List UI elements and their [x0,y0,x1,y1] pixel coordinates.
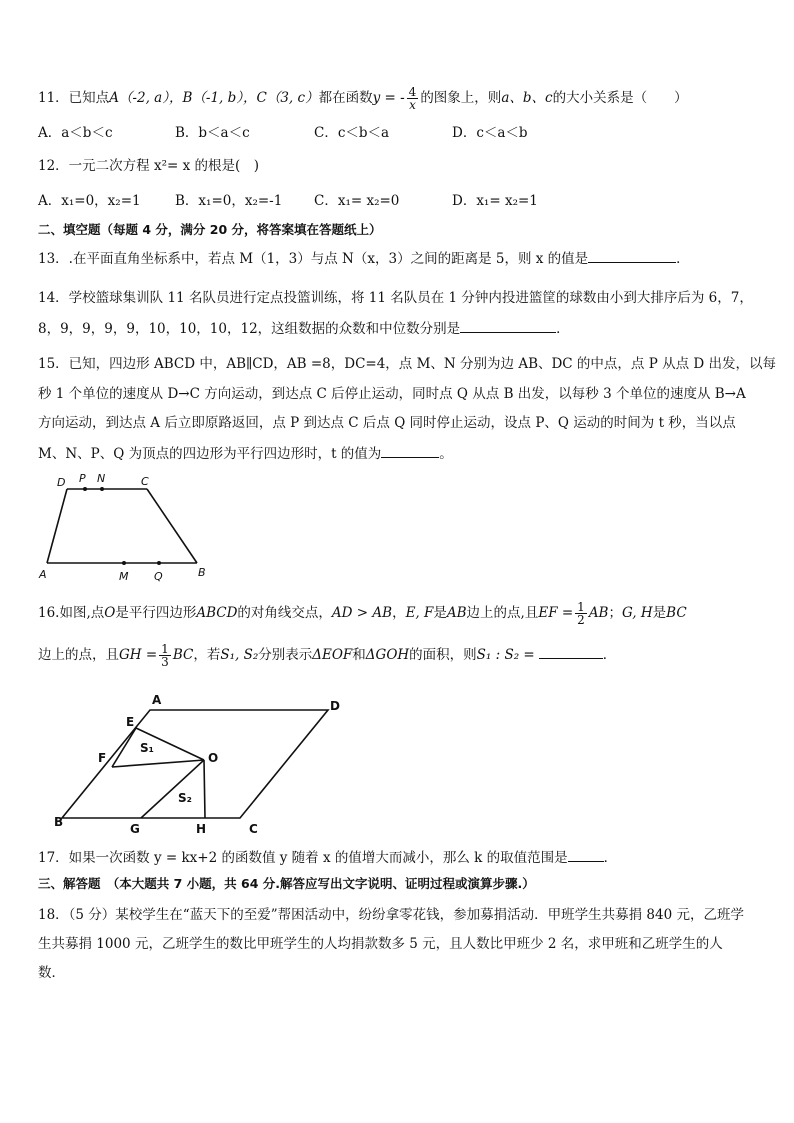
label-c: C [141,475,149,488]
q11-stem: 11．已知点A（-2, a），B（-1, b），C（3, c）都在函数y = - $\frac{4}{x}$ 的图象上，则a、b、c的大小关系是（ ） [38,85,688,112]
q16-third-fraction: $\frac{1}{3}$ [161,642,169,669]
label-q: Q [154,570,163,583]
q14-answer-blank[interactable] [460,318,556,333]
q13-stem: 13．.在平面直角坐标系中，若点 M（1，3）与点 N（x，3）之间的距离是 5，则 x 的值是 ． [38,248,690,269]
label-g: G [130,822,140,836]
section-solve-heading: 三、解答题 （本大题共 7 小题，共 64 分.解答应写出文字说明、证明过程或演算步骤.） [38,876,535,891]
q17-stem: 17．如果一次函数 y = kx+2 的函数值 y 随着 x 的值增大而减小，那么 k 的取值范围是 ． [38,847,617,868]
label-o: O [208,751,219,765]
q12-option-d: D．x₁= x₂=1 [452,193,538,209]
label-s2: S₂ [178,791,192,805]
label-s1: S₁ [140,741,154,755]
label-a: A [152,693,162,707]
label-f: F [98,751,107,765]
label-e: E [126,715,135,729]
label-b: B [54,815,64,829]
q12-stem: 12．一元二次方程 x²= x 的根是( ) [38,158,260,174]
label-a: A [39,568,47,581]
q18-line1: 18．（5 分）某校学生在“蓝天下的至爱”帮困活动中，纷纷拿零花钱，参加募捐活动．甲班学生共募捐 840 元，乙班学 [38,907,744,923]
label-m: M [119,570,129,583]
label-p: P [79,472,86,485]
q11-option-c: C．c＜b＜a [314,125,390,141]
q16-parallelogram-figure [52,690,352,840]
point-m [122,561,126,565]
q11-points: A（-2, a），B（-1, b），C（3, c） [109,90,319,106]
q12-option-b: B．x₁=0，x₂=-1 [175,193,283,209]
q11-option-a: A．a＜b＜c [38,125,113,141]
label-d: D [330,699,340,713]
point-q [157,561,161,565]
q15-line3: 方向运动，到达点 A 后立即原路返回，点 P 到达点 C 后点 Q 同时停止运动，设点 P、Q 运动的时间为 t 秒，当以点 [38,415,736,431]
q11-function: y = - [372,90,405,106]
q15-line4: M、N、P、Q 为顶点的四边形为平行四边形时，t 的值为 。 [38,443,453,464]
label-h: H [196,822,207,836]
q12-option-a: A．x₁=0，x₂=1 [38,193,141,209]
q18-line2: 生共募捐 1000 元，乙班学生的数比甲班学生的人均捐款数多 5 元，且人数比甲班少 2 名，求甲班和乙班学生的人 [38,936,723,952]
q11-fraction: $\frac{4}{x}$ [408,85,417,112]
q11-option-b: B．b＜a＜c [175,125,250,141]
section-fill-in-heading: 二、填空题（每题 4 分，满分 20 分，将答案填在答题纸上） [38,222,382,237]
q16-answer-blank[interactable] [539,644,603,659]
q16-line2: 边上的点，且GH = $\frac{1}{3}$ BC，若S₁, S₂分别表示ΔEOF和ΔGOH的面积，则S₁ : S₂ = ． [38,642,617,669]
point-n [100,487,104,491]
label-c: C [249,822,258,836]
q17-answer-blank[interactable] [568,847,604,862]
q11-option-d: D．c＜a＜b [452,125,528,141]
q16-half-fraction: $\frac{1}{2}$ [577,600,585,627]
q18-line3: 数． [38,965,65,981]
q13-answer-blank[interactable] [588,248,676,263]
q12-option-c: C．x₁= x₂=0 [314,193,400,209]
q15-line2: 秒 1 个单位的速度从 D→C 方向运动，到达点 C 后停止运动，同时点 Q 从点 B 出发，以每秒 3 个单位的速度从 B→A [38,386,746,402]
point-p [83,487,87,491]
q16-line1: 16.如图,点O是平行四边形ABCD的对角线交点，AD > AB，E, F是AB边上的点,且EF = $\frac{1}{2}$ AB；G, H是BC [38,600,687,627]
q14-line2: 8，9，9，9，9，10，10，10，12，这组数据的众数和中位数分别是 ． [38,318,570,339]
q15-line1: 15．已知，四边形 ABCD 中，AB∥CD，AB =8，DC=4，点 M、N 分别为边 AB、DC 的中点，点 P 从点 D 出发，以每 [38,356,777,372]
q15-answer-blank[interactable] [381,443,439,458]
label-b: B [198,566,206,579]
label-n: N [97,472,106,485]
q14-line1: 14．学校篮球集训队 11 名队员进行定点投篮训练，将 11 名队员在 1 分钟内投进篮筐的球数由小到大排序后为 6，7， [38,290,753,306]
q15-trapezoid-figure [35,470,215,585]
label-d: D [57,476,66,489]
